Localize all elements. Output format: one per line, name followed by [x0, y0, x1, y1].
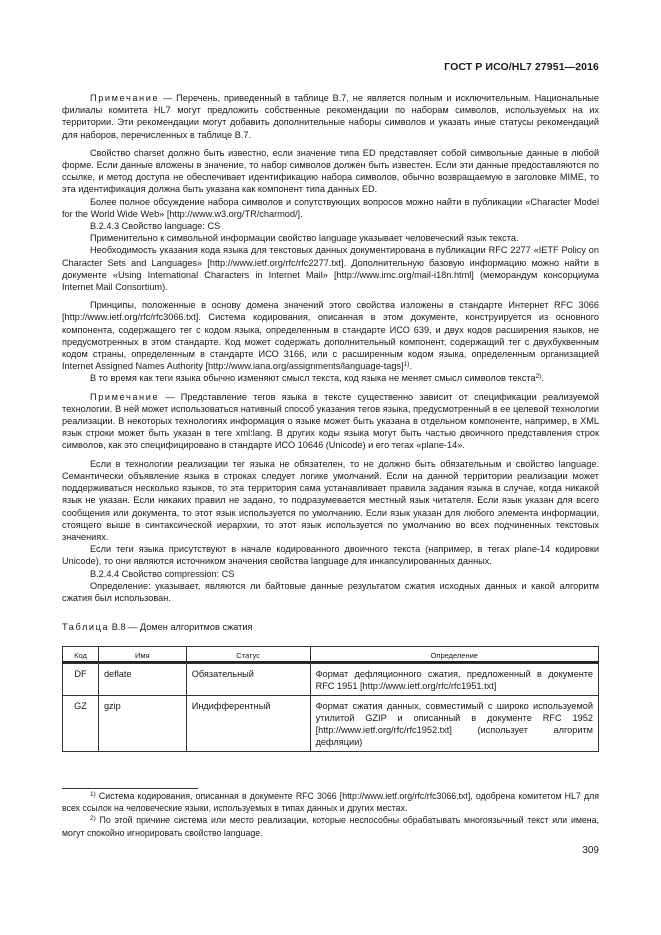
footnote-ref-2: 2) [535, 373, 542, 381]
paragraph-rfc3066 [62, 299, 599, 372]
note-charset [62, 92, 599, 141]
paragraph-rfc3066-text: Принципы, положенные в основу домена значений этого свойства изложены в стандарте Интернет RFC 3066 [http://www.ietf.org/rfc/rfc3066.txt]. Система кодирования, описанная в этом документе, конструируется из основного компонента, содержащего тег с кодом языка, определенным в стандарте ИСО 639, и двух кодов расширения языков, не предусмотренных в этом стандарте. Код может содержать дополнительный компонент, содержащий тег с двухбуквенным кодом страны, определенным в стандарте ИСО 3166, или с расширенным кодом языка, определенным организацией Internet Assigned Names Authority [http://www.iana.org/assignments/language-tags] [62, 300, 599, 372]
paragraph-plane14: Если теги языка присутствуют в начале кодированного двоичного текста (например, в тегах plane-14 кодировки Unicode), то они являются источником значения свойства language для инкапсулированных данных. [62, 544, 599, 567]
footnote-mark: 2) [90, 815, 96, 823]
column-header-name: Имя [98, 647, 186, 664]
column-header-status: Статус [186, 647, 310, 664]
table-row [63, 664, 599, 696]
footnote-mark: 1) [90, 791, 96, 798]
footnote-ref-1: 1) [403, 361, 410, 369]
paragraph-character-model: Более полное обсуждение набора символов и сопутствующих вопросов можно найти в публикации «Character Model for the World Wide Web» [http://www.w3.org/TR/charmod/]. [62, 196, 599, 219]
cell-code: DF [63, 664, 99, 696]
paragraph-language-defaults: Если в технологии реализации тег языка не обязателен, то не должно быть обязательным и свойство language. Семантически объявление языка в строках следует логике умолчаний. Если на данной территории реализации может поддерживаться несколько языков, то эта территория сама устанавливает правила задания языка в случае, когда никакой язык не указан. Если никаких правил не задано, то подразумевается местный язык читателя. Если язык указан для всего сообщения или документа, то этот язык используется по умолчанию. Если язык указан для любого элемента информации, стоящего выше в синтаксической иерархии, то этот язык используется по умолчанию во всех подчиненных текстовых значениях. [62, 458, 599, 542]
table-header-divider [62, 661, 599, 663]
footnote-separator [62, 788, 198, 789]
footnote-text: Система кодирования, описанная в документе RFC 3066 [http://www.ietf.org/rfc/rfc3066.txt], одобрена комитетом HL7 для всех ссылок на человеческие языки, используемых в типах данных и других местах. [62, 791, 599, 814]
cell-name: deflate [98, 664, 186, 696]
paragraph-compression-def: Определение: указывает, являются ли байтовые данные результатом сжатия исходных данных и какой алгоритм сжатия был использован. [62, 580, 599, 603]
cell-status: Индифферентный [186, 696, 310, 752]
column-header-code: Код [63, 647, 99, 664]
footnote [62, 814, 599, 838]
cell-name: gzip [98, 696, 186, 752]
table-caption [62, 622, 252, 632]
table-row [63, 696, 599, 752]
cell-status: Обязательный [186, 664, 310, 696]
paragraph-language-tags-end: . [541, 373, 544, 384]
note-text: — Перечень, приведенный в таблице В.7, не является полным и исключительным. Национальные филиалы комитета HL7 могут предложить собственные рекомендации по наборам символов, используемых на их территории. Эти рекомендации могут добавить дополнительные наборы символов и указать иные статусы рекомендаций для наборов, перечисленных в таблице В.7. [62, 93, 599, 140]
column-header-definition: Определение [310, 647, 598, 664]
document-body [62, 92, 599, 604]
page-number: 309 [582, 845, 599, 856]
section-heading-language: В.2.4.3 Свойство language: CS [90, 221, 221, 232]
table-caption-label: Таблица [62, 622, 110, 632]
paragraph-language-def: Применительно к символьной информации свойство language указывает человеческий язык текста. [90, 233, 519, 244]
note-language-tags [62, 391, 599, 452]
paragraph-rfc2277: Необходимость указания кода языка для текстовых данных документирована в публикации RFC 2277 «IETF Policy on Character Sets and Languages» [http://www.ietf.org/rfc/rfc2277.txt]. Дополнительную базовую информацию можно найти в документе «Using International Characters in Internet Mail» [http://www.imc.org/mail-i18n.html] (меморандум консорциума Internet Mail Consortium). [62, 245, 599, 293]
paragraph-charset: Свойство charset должно быть известно, если значение типа ED представляет собой символьные данные в любой форме. Если данные вложены в значение, то набор символов должен быть известен. Если эти данные предоставляются по ссылке, и метод доступа не обеспечивает идентификацию набора символов, обычно возвращаемую в заголовке MIME, то эта идентификация должна быть указана как компонент типа данных ED. [62, 147, 599, 195]
cell-definition: Формат сжатия данных, совместимый с широко используемой утилитой GZIP и описанный в документе RFC 1952 [http://www.ietf.org/rfc/rfc1952.txt] (использует алгоритм дефляции) [310, 696, 598, 752]
footnotes [62, 790, 599, 839]
cell-definition: Формат дефляционного сжатия, предложенный в документе RFC 1951 [http://www.ietf.org/rfc/rfc1951.txt] [310, 664, 598, 696]
note-label: Примечание [90, 93, 160, 103]
footnote [62, 790, 599, 814]
footnote-text: По этой причине система или место реализации, которые неспособны обрабатывать многоязычный текст или имена, могут спокойно игнорировать свойство language. [62, 815, 599, 838]
standard-header: ГОСТ Р ИСО/HL7 27951—2016 [444, 61, 599, 73]
section-heading-compression: В.2.4.4 Свойство compression: CS [90, 568, 235, 579]
paragraph-language-tags-text: В то время как теги языка обычно изменяют смысл текста, код языка не меняет смысл символов текста [90, 373, 536, 384]
cell-code: GZ [63, 696, 99, 752]
note-text: — Представление тегов языка в тексте существенно зависит от спецификации реализуемой технологии. В ней может использоваться нативный способ указания тегов языка, предусмотренный в ее целевой технологии реализации. В некоторых технологиях информация о языке может быть указана в отдельном компоненте, например, в XML язык строки может быть указан в теге xml:lang. В других коды языка могут быть частью двоичного представления строк символов, как это специфицировано в стандарте ИСО 10646 (Unicode) и его тегах «plane-14». [62, 391, 599, 451]
note-label: Примечание [90, 391, 160, 402]
paragraph-rfc3066-end: . [409, 361, 413, 372]
paragraph-language-tags [62, 372, 599, 384]
table-caption-text: В.8 — Домен алгоритмов сжатия [109, 622, 253, 632]
